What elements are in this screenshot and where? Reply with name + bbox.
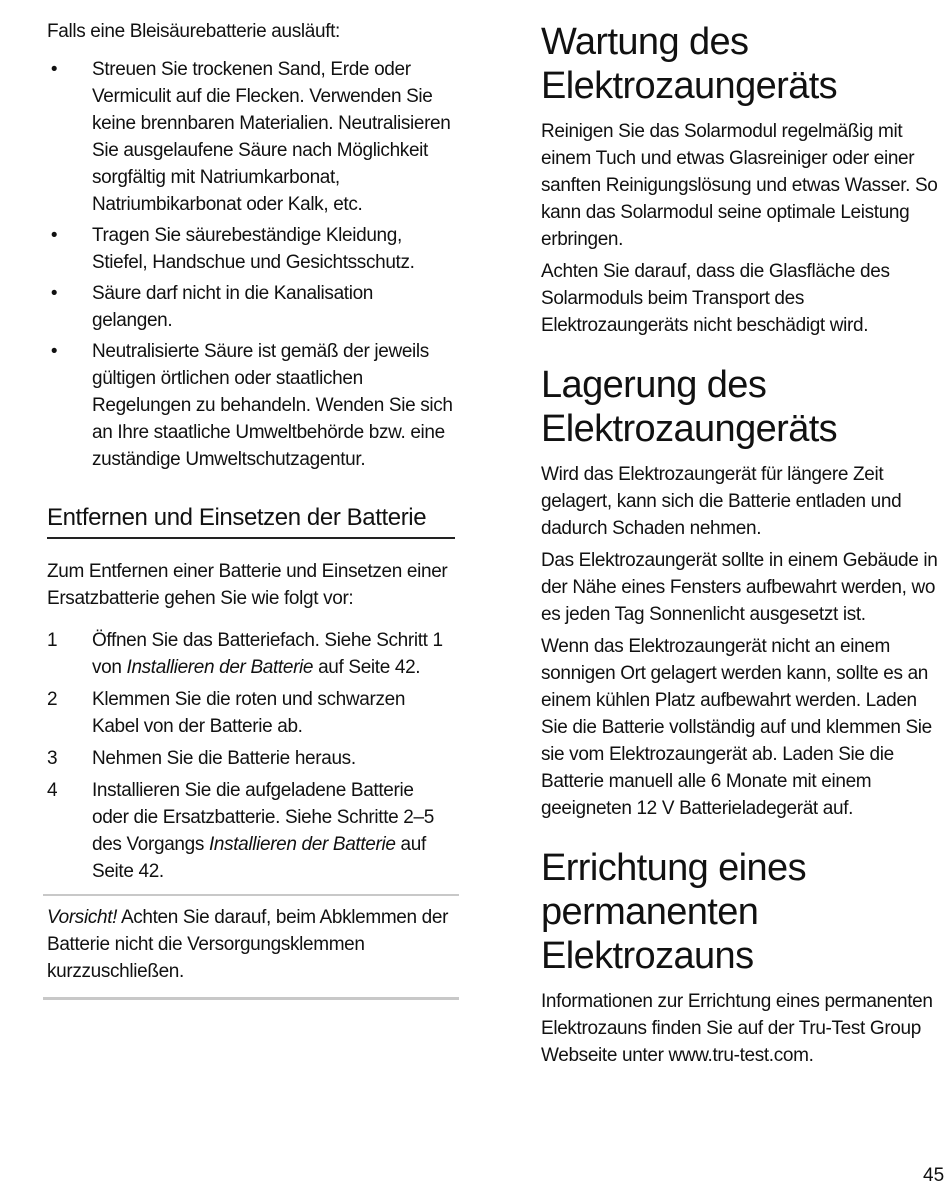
battery-section-intro: Zum Entfernen einer Batterie und Einsetzen einer Ersatzbatterie gehen Sie wie folgt vor: (47, 561, 448, 609)
caution-note (43, 894, 459, 1000)
bullet-icon: • (50, 225, 58, 246)
bullet-text: Neutralisierte Säure ist gemäß der jeweils gültigen örtlichen oder staatlichen Regelungen zu behandeln. Wenden Sie sich an Ihre staatliche Umweltbehörde bzw. eine zuständige Umweltschutzagentur. (92, 341, 453, 470)
permanent-fence-section (541, 846, 946, 1069)
bullet-icon: • (50, 59, 58, 80)
bullet-item (47, 56, 455, 218)
step-item (47, 627, 455, 681)
maintenance-title: Wartung des Elektrozaungeräts (541, 21, 838, 107)
storage-title: Lagerung des Elektrozaungeräts (541, 364, 838, 450)
bullet-icon: • (50, 341, 58, 362)
step-item (47, 745, 455, 772)
step-text: Klemmen Sie die roten und schwarzen Kabel von der Batterie ab. (92, 689, 406, 737)
step-number: 2 (47, 689, 58, 710)
storage-paragraph: Wird das Elektrozaungerät für längere Zeit gelagert, kann sich die Batterie entladen und dadurch Schaden nehmen. (541, 464, 902, 539)
page-number: 45 (923, 1165, 945, 1186)
caution-text: Achten Sie darauf, beim Abklemmen der Batterie nicht die Versorgungsklemmen kurzzuschließen. (47, 907, 449, 982)
leak-bullet-list (47, 56, 455, 473)
step-number: 3 (47, 748, 58, 769)
bullet-item (47, 338, 455, 473)
step-number: 1 (47, 630, 58, 651)
leak-intro: Falls eine Bleisäurebatterie ausläuft: (47, 21, 340, 42)
step-item (47, 686, 455, 740)
bullet-text: Streuen Sie trockenen Sand, Erde oder Vermiculit auf die Flecken. Verwenden Sie keine brennbaren Materialien. Neutralisieren Sie ausgelaufene Säure nach Möglichkeit sorgfältig mit Natriumkarbonat, Natriumbikarbonat oder Kalk, etc. (92, 59, 451, 215)
bullet-icon: • (50, 283, 58, 304)
step-text: Installieren Sie die aufgeladene Batterie oder die Ersatzbatterie. Siehe Schritte 2–5 des Vorgangs Installieren der Batterie auf Seite 42. (92, 780, 434, 882)
caution-label: Vorsicht! (47, 907, 118, 928)
bullet-text: Tragen Sie säurebeständige Kleidung, Stiefel, Handschue und Gesichtsschutz. (92, 225, 415, 273)
battery-section-title: Entfernen und Einsetzen der Batterie (47, 503, 455, 539)
step-text: Nehmen Sie die Batterie heraus. (92, 748, 356, 769)
right-column (541, 20, 946, 1093)
step-reference: Installieren der Batterie (208, 834, 396, 855)
storage-section (541, 363, 946, 822)
storage-paragraph: Wenn das Elektrozaungerät nicht an einem sonnigen Ort gelagert werden kann, sollte es an einem kühlen Platz aufbewahrt werden. Laden Sie die Batterie vollständig auf und klemmen Sie sie vom Elektrozaungerät ab. Laden Sie die Batterie manuell alle 6 Monate mit einem geeigneten 12 V Batterieladegerät auf. (541, 636, 932, 819)
step-number: 4 (47, 780, 58, 801)
storage-paragraph: Das Elektrozaungerät sollte in einem Gebäude in der Nähe eines Fensters aufbewahrt werden, wo es jeden Tag Sonnenlicht ausgesetzt ist. (541, 550, 938, 625)
bullet-item (47, 280, 455, 334)
battery-steps-list (47, 627, 455, 885)
bullet-item (47, 222, 455, 276)
maintenance-paragraph: Reinigen Sie das Solarmodul regelmäßig mit einem Tuch und etwas Glasreiniger oder einer sanften Reinigungslösung und etwas Wasser. So kann das Solarmodul seine optimale Leistung erbringen. (541, 121, 938, 250)
left-column (47, 18, 455, 1000)
maintenance-section (541, 20, 946, 339)
step-text: Öffnen Sie das Batteriefach. Siehe Schritt 1 von Installieren der Batterie auf Seite 42. (92, 630, 443, 678)
maintenance-paragraph: Achten Sie darauf, dass die Glasfläche des Solarmoduls beim Transport des Elektrozaungeräts nicht beschädigt wird. (541, 261, 890, 336)
permanent-fence-paragraph: Informationen zur Errichtung eines permanenten Elektrozauns finden Sie auf der Tru-Test Group Webseite unter www.tru-test.com. (541, 991, 933, 1066)
bullet-text: Säure darf nicht in die Kanalisation gelangen. (92, 283, 374, 331)
step-item (47, 777, 455, 885)
permanent-fence-title: Errichtung eines permanenten Elektrozauns (541, 847, 806, 977)
step-reference: Installieren der Batterie (126, 657, 314, 678)
